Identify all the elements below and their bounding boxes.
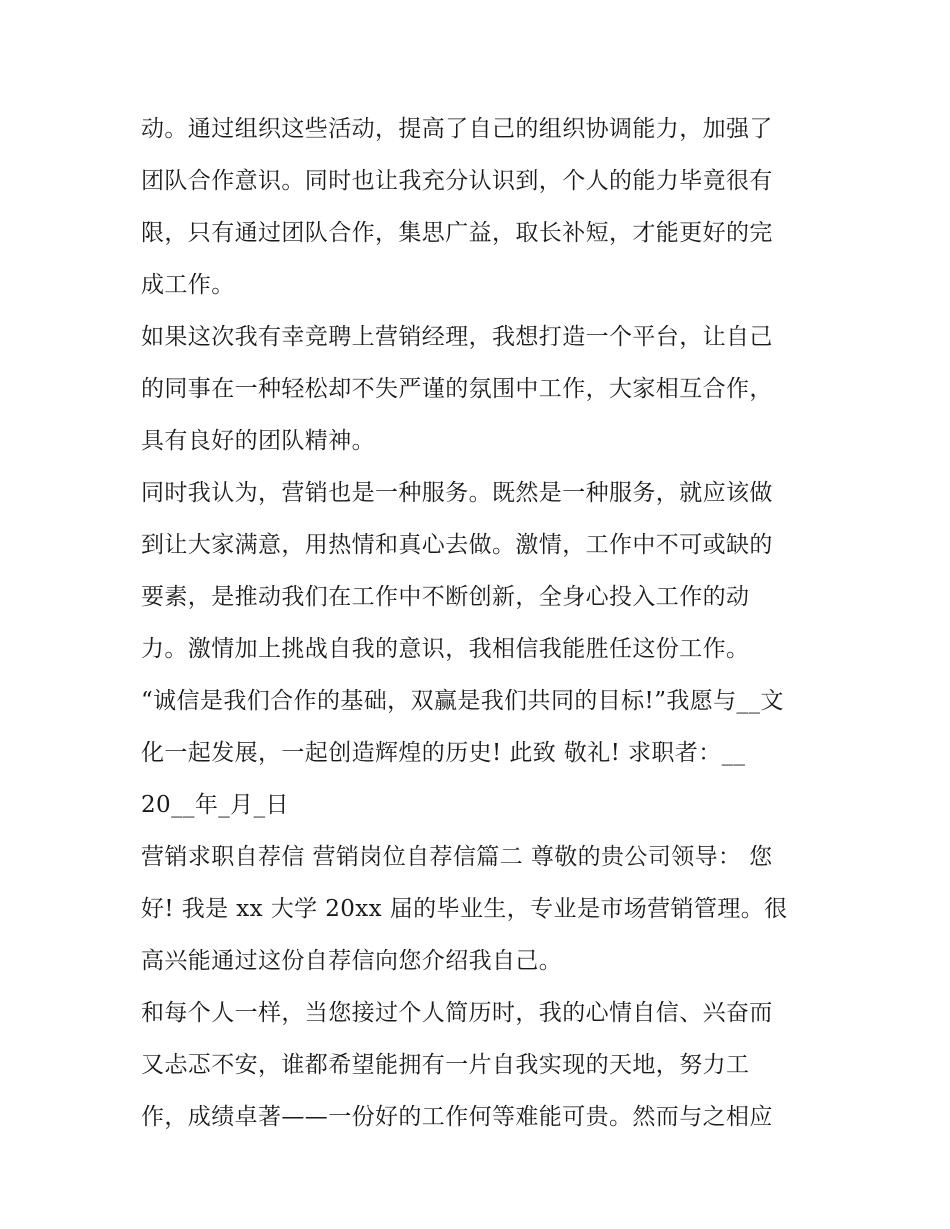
- text-line: 力。激情加上挑战自我的意识，我相信我能胜任这份工作。: [141, 636, 750, 662]
- text-line: 高兴能通过这份自荐信向您介绍我自己。: [141, 948, 563, 974]
- text-line: 作，成绩卓著——一份好的工作何等难能可贵。然而与之相应: [141, 1104, 773, 1130]
- text-line: 同时我认为，营销也是一种服务。既然是一种服务，就应该做: [141, 480, 773, 506]
- document-body: [141, 103, 821, 1143]
- text-line: 到让大家满意，用热情和真心去做。激情，工作中不可或缺的: [141, 532, 773, 558]
- text-line: 20__年_月_日: [141, 792, 289, 818]
- text-line: “诚信是我们合作的基础，双赢是我们共同的目标!”我愿与__文: [141, 688, 784, 714]
- text-line: 又忐忑不安，谁都希望能拥有一片自我实现的天地，努力工: [141, 1052, 750, 1078]
- text-line: 的同事在一种轻松却不失严谨的氛围中工作，大家相互合作，: [141, 376, 773, 402]
- text-line: 动。通过组织这些活动，提高了自己的组织协调能力，加强了: [141, 116, 773, 142]
- text-line: 要素，是推动我们在工作中不断创新，全身心投入工作的动: [141, 584, 750, 610]
- text-line: 成工作。: [141, 272, 235, 298]
- text-line: 具有良好的团队精神。: [141, 428, 375, 454]
- text-line: 化一起发展，一起创造辉煌的历史! 此致 敬礼! 求职者：__: [141, 740, 746, 766]
- text-line: 如果这次我有幸竞聘上营销经理，我想打造一个平台，让自己: [141, 324, 773, 350]
- text-line: 营销求职自荐信 营销岗位自荐信篇二 尊敬的贵公司领导： 您: [141, 844, 773, 870]
- text-line: 好! 我是 xx 大学 20xx 届的毕业生，专业是市场营销管理。很: [141, 896, 788, 922]
- text-line: 团队合作意识。同时也让我充分认识到，个人的能力毕竟很有: [141, 168, 773, 194]
- text-line: 限，只有通过团队合作，集思广益，取长补短，才能更好的完: [141, 220, 773, 246]
- text-line: 和每个人一样，当您接过个人简历时，我的心情自信、兴奋而: [141, 1000, 773, 1026]
